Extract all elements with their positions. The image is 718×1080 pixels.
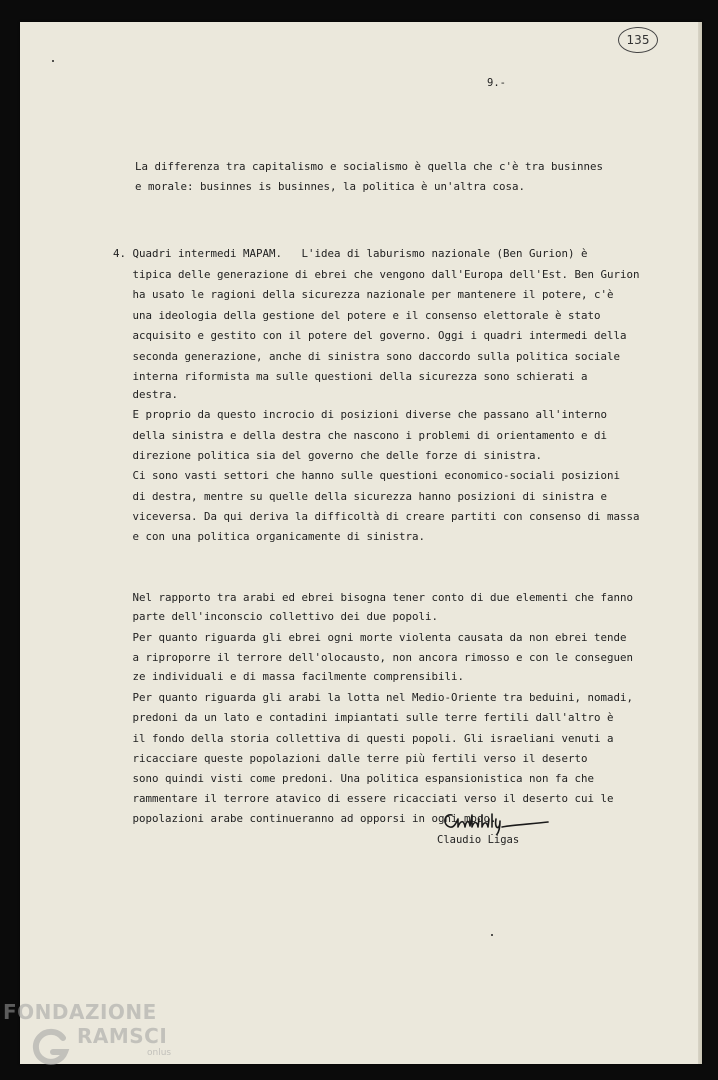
text-line: Nel rapporto tra arabi ed ebrei bisogna tener conto di due elementi che fanno bbox=[113, 591, 634, 604]
text-line: 4. Quadri intermedi MAPAM. L'idea di laburismo nazionale (Ben Gurion) è bbox=[113, 247, 588, 260]
text-line: il fondo della storia collettiva di questi popoli. Gli israeliani venuti a bbox=[113, 732, 614, 745]
text-line: popolazioni arabe continueranno ad opporsi in ogni modo. bbox=[113, 812, 497, 825]
text-line: Per quanto riguarda gli ebrei ogni morte violenta causata da non ebrei tende bbox=[113, 631, 627, 644]
text-line: interna riformista ma sulle questioni della sicurezza sono schierati a bbox=[113, 370, 588, 383]
text-line: La differenza tra capitalismo e socialismo è quella che c'è tra businnes bbox=[135, 160, 604, 173]
text-line: tipica delle generazione di ebrei che vengono dall'Europa dell'Est. Ben Gurion bbox=[113, 268, 640, 281]
signer-name: Claudio Ligas bbox=[437, 834, 520, 846]
ink-dot bbox=[491, 934, 493, 936]
watermark-line1: FONDAZIONE bbox=[3, 1000, 157, 1024]
text-line: Per quanto riguarda gli arabi la lotta nel Medio-Oriente tra beduini, nomadi, bbox=[113, 691, 634, 704]
archive-watermark bbox=[3, 1000, 203, 1080]
text-line: parte dell'inconscio collettivo dei due popoli. bbox=[113, 610, 439, 623]
gramsci-g-logo-icon bbox=[29, 1024, 73, 1068]
ink-dot bbox=[52, 60, 54, 62]
text-line: e con una politica organicamente di sinistra. bbox=[113, 530, 426, 543]
watermark-suffix: onlus bbox=[147, 1048, 172, 1058]
text-line: viceversa. Da qui deriva la difficoltà di creare partiti con consenso di massa bbox=[113, 510, 640, 523]
page-number: 9.- bbox=[487, 77, 506, 89]
archive-number: 135 bbox=[618, 27, 658, 53]
text-line: E proprio da questo incrocio di posizioni diverse che passano all'interno bbox=[113, 408, 608, 421]
text-line: acquisito e gestito con il potere del governo. Oggi i quadri intermedi della bbox=[113, 329, 627, 342]
text-line: seconda generazione, anche di sinistra sono daccordo sulla politica sociale bbox=[113, 350, 621, 363]
watermark-line2: RAMSCI bbox=[77, 1024, 168, 1048]
text-line: destra. bbox=[113, 388, 179, 401]
text-line: Ci sono vasti settori che hanno sulle questioni economico-sociali posizioni bbox=[113, 469, 621, 482]
text-line: rammentare il terrore atavico di essere ricacciati verso il deserto cui le bbox=[113, 792, 614, 805]
paper-edge bbox=[698, 22, 702, 1064]
handwritten-signature bbox=[420, 809, 550, 835]
text-line: ricacciare queste popolazioni dalle terre più fertili verso il deserto bbox=[113, 752, 588, 765]
text-line: ha usato le ragioni della sicurezza nazionale per mantenere il potere, c'è bbox=[113, 288, 614, 301]
text-line: della sinistra e della destra che nascono i problemi di orientamento e di bbox=[113, 429, 608, 442]
text-line: ze individuali e di massa facilmente comprensibili. bbox=[113, 670, 465, 683]
text-line: predoni da un lato e contadini impiantati sulle terre fertili dall'altro è bbox=[113, 711, 614, 724]
text-line: di destra, mentre su quelle della sicurezza hanno posizioni di sinistra e bbox=[113, 490, 608, 503]
text-line: a riproporre il terrore dell'olocausto, non ancora rimosso e con le conseguen bbox=[113, 651, 634, 664]
text-line: sono quindi visti come predoni. Una politica espansionistica non fa che bbox=[113, 772, 595, 785]
text-line: una ideologia della gestione del potere e il consenso elettorale è stato bbox=[113, 309, 601, 322]
text-line: e morale: businnes is businnes, la politica è un'altra cosa. bbox=[135, 180, 526, 193]
text-line: direzione politica sia del governo che delle forze di sinistra. bbox=[113, 449, 543, 462]
